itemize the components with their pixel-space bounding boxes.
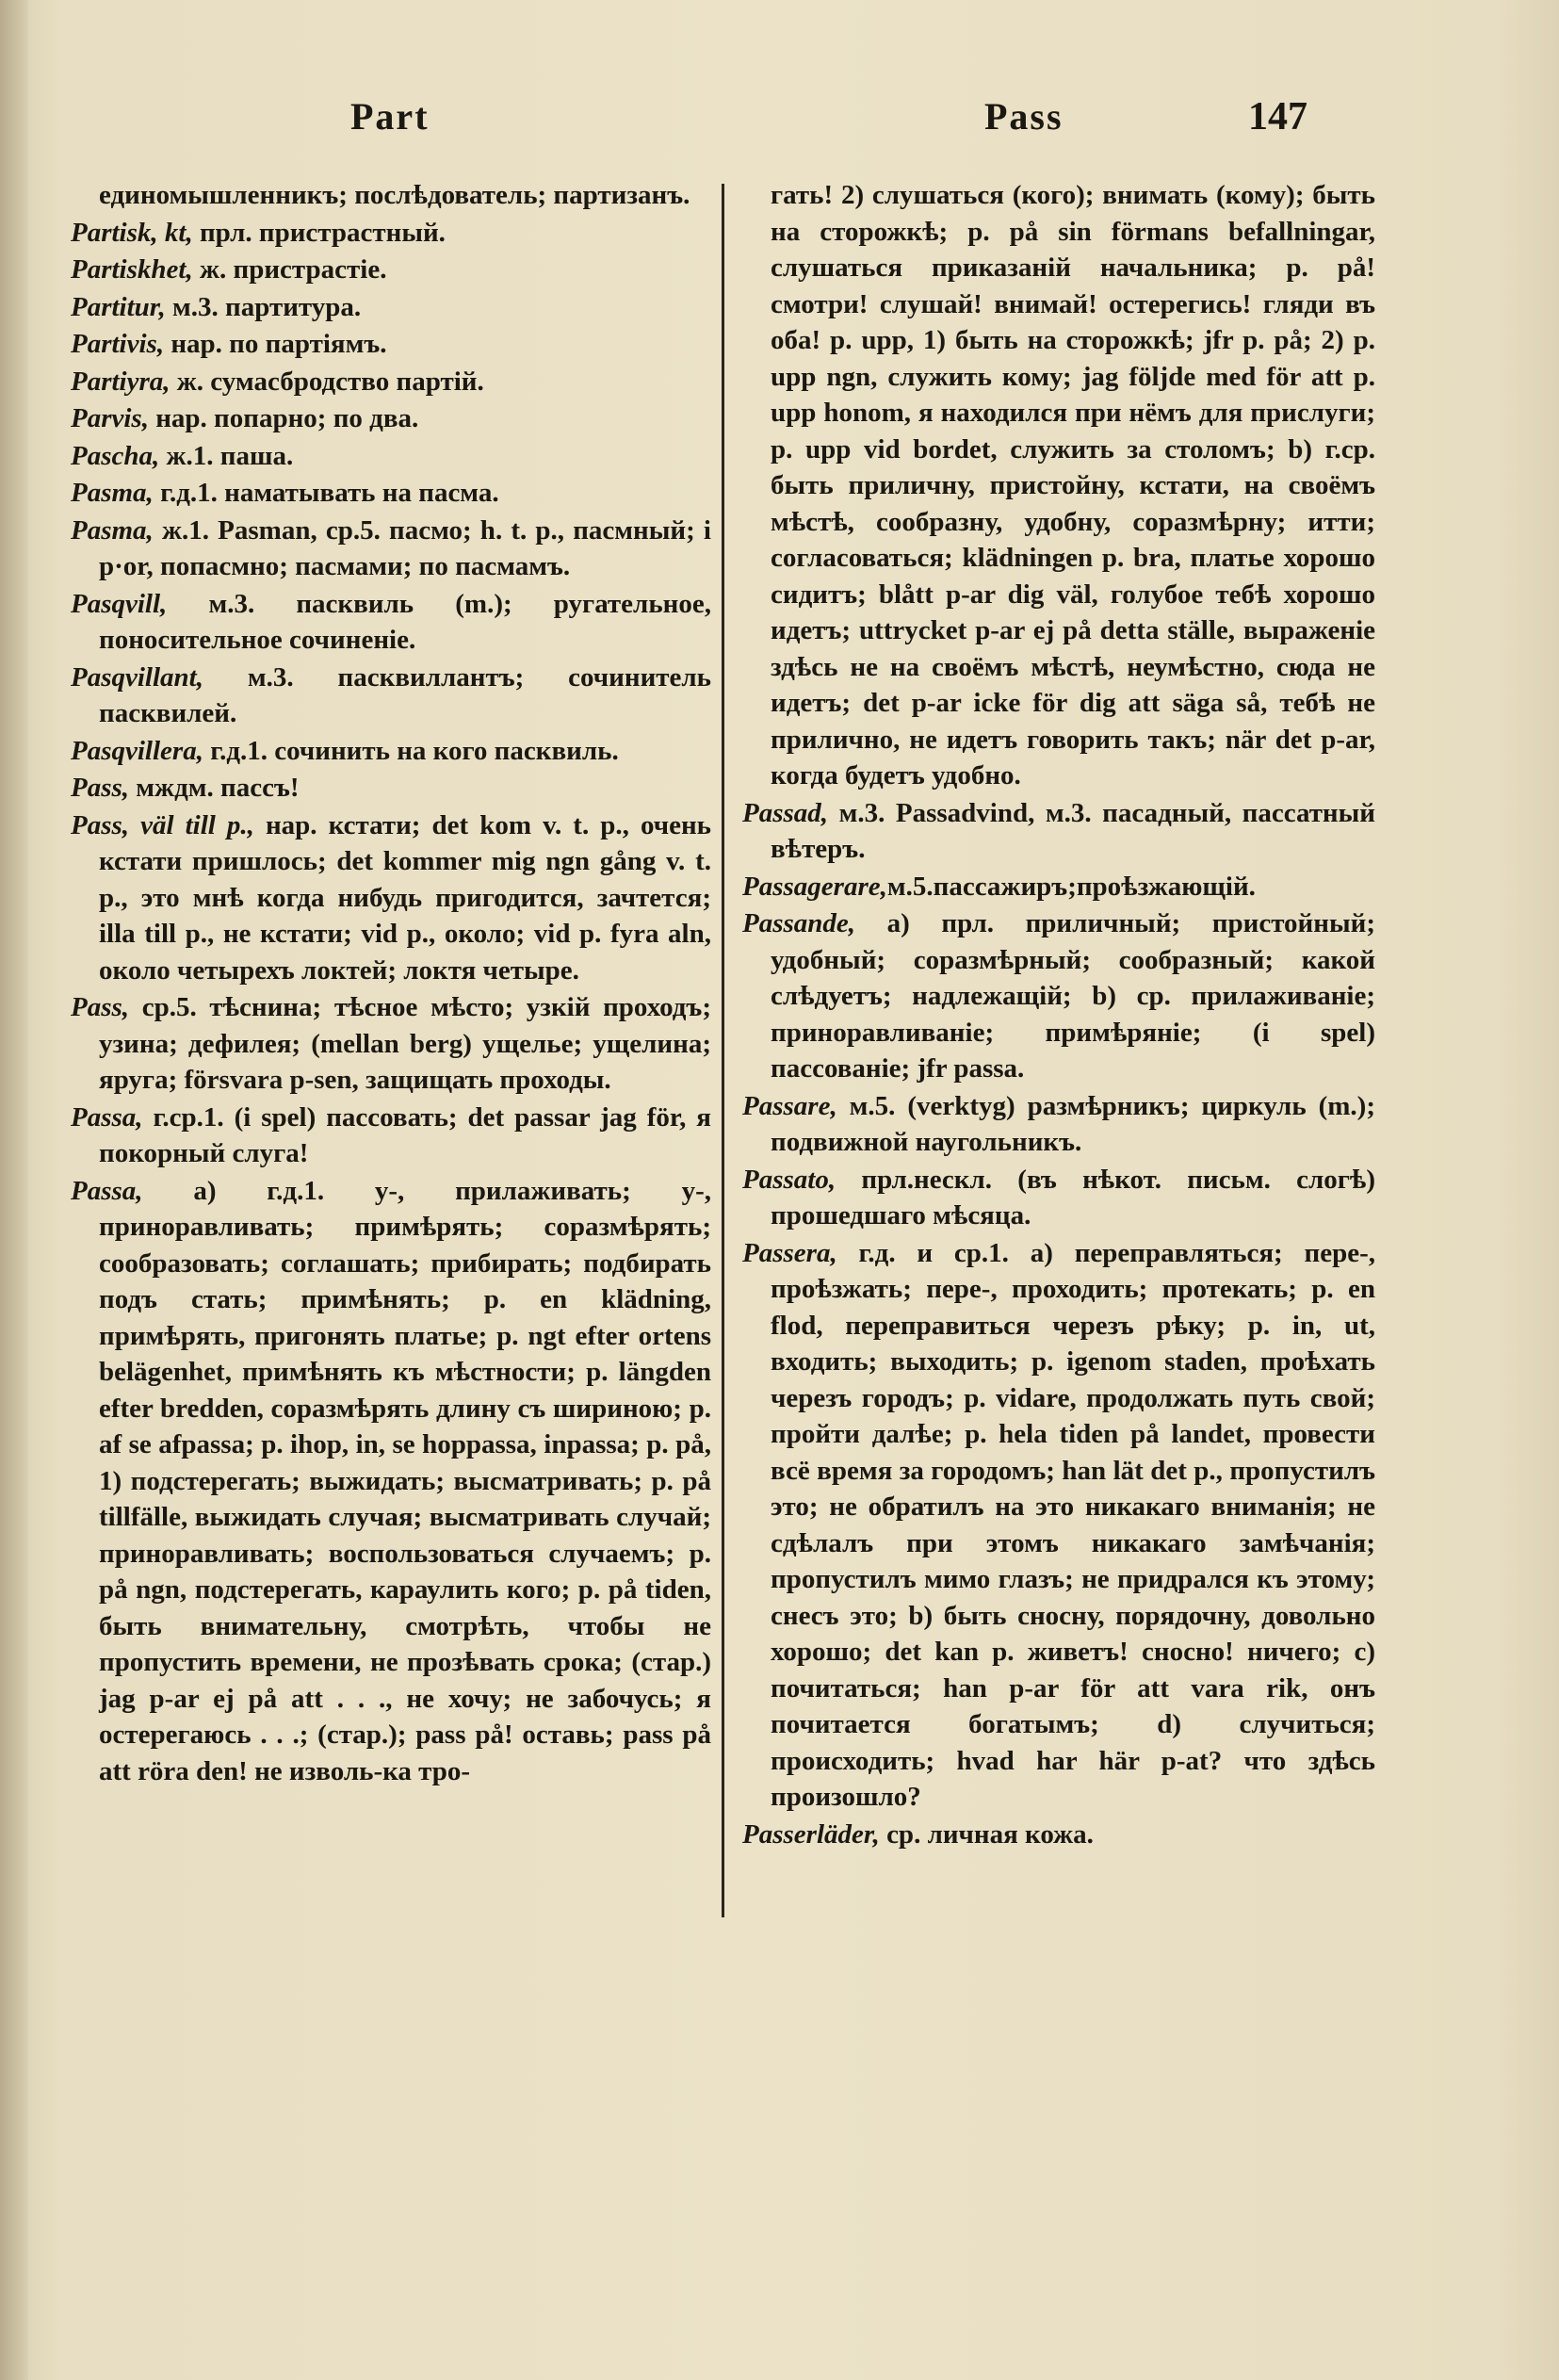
entry-definition: ж.1. паша. xyxy=(159,440,294,471)
dictionary-entry xyxy=(71,326,711,363)
entry-headword: Pascha, xyxy=(71,440,160,471)
entry-definition: прл. пристрастный. xyxy=(192,217,446,248)
dictionary-entry xyxy=(71,770,711,807)
entry-definition: а) прл. приличный; пристойный; удобный; соразмѣрный; сообразный; какой слѣдуетъ; надлежащій; b) ср. прилаживаніе; приноравливаніе; примѣряніе; (i spel) пассованіе; jfr passa. xyxy=(771,908,1375,1084)
entry-definition: ср. личная кожа. xyxy=(879,1818,1094,1850)
dictionary-entry xyxy=(71,438,711,475)
entry-definition: ж.1. Pasman, ср.5. пасмо; h. t. p., пасмный; i p·or, попасмно; пасмами; по пасмамъ. xyxy=(99,514,711,581)
entry-definition: а) г.д.1. у-, прилаживать; у-, приноравливать; примѣрять; соразмѣрять; сообразовать; соглашать; прибирать; подбирать подъ стать; примѣнять; p. en klädning, примѣрять, пригонять платье; p. ngt efter ortens belägenhet, примѣнять къ мѣстности; p. längden efter bredden, соразмѣрять длину съ шириною; p. af se afpassa; p. ihop, in, se hoppassa, inpassa; p. på, 1) подстерегать; выжидать; высматривать; p. på tillfälle, выжидать случая; высматривать случай; приноравливать; воспользоваться случаемъ; p. på ngn, подстерегать, караулить кого; p. på tiden, быть внимательну, смотрѣть, чтобы не пропустить времени, не прозѣвать срока; (стар.) jag p-ar ej på att . . ., не хочу; не забочусь; я остерегаюсь . . .; (стар.); pass på! оставь; pass på att röra den! не изволь-ка тро- xyxy=(99,1175,711,1786)
entry-headword: Parvis, xyxy=(71,403,149,433)
entry-definition: м.3. Passadvind, м.3. пасадный, пассатный вѣтеръ. xyxy=(771,797,1375,864)
entry-headword: Pass, xyxy=(71,992,130,1022)
entry-definition: ср.5. тѣснина; тѣсное мѣсто; узкій проходъ; узина; дефилея; (mellan berg) ущелье; ущелина; яруга; försvara p-sen, защищать проходы. xyxy=(99,992,711,1095)
entry-headword: Partiyra, xyxy=(71,366,171,397)
entry-headword: Pasma, xyxy=(71,514,154,546)
entry-headword: Pasqvillant, xyxy=(71,661,203,693)
dictionary-entry xyxy=(71,177,711,214)
dictionary-entry xyxy=(742,869,1375,905)
entry-headword: Pass, väl till p., xyxy=(71,809,254,840)
entry-headword: Partisk, kt, xyxy=(71,217,193,248)
dictionary-entry xyxy=(71,1100,711,1172)
entry-definition: гать! 2) слушаться (кого); внимать (кому); быть на сторожкѣ; p. på sin förmans befallningar, слушаться приказаній начальника; p. på! смотри! слушай! внимай! остерегись! гляди въ оба! p. upp, 1) быть на сторожкѣ; jfr p. på; 2) p. upp ngn, служить кому; jag följde med för att p. upp honom, я находился при нёмъ для прислуги; p. upp vid bordet, служить за столомъ; b) г.ср. быть приличну, пристойну, кстати, на своёмъ мѣстѣ, сообразну, удобну, соразмѣрну; итти; согласоваться; klädningen p. bra, платье хорошо сидитъ; blått p-ar dig väl, голубое тебѣ хорошо идетъ; uttrycket p-ar ej på detta ställe, выраженіе здѣсь не на своёмъ мѣстѣ, неумѣстно, сюда не идетъ; det p-ar icke för dig att säga så, тебѣ не прилично, не идетъ говорить такъ; när det p-ar, когда будетъ удобно. xyxy=(771,180,1375,791)
dictionary-entry xyxy=(71,400,711,437)
dictionary-entry xyxy=(742,795,1375,868)
dictionary-entry xyxy=(71,1173,711,1790)
entry-headword: Passa, xyxy=(71,1101,143,1133)
entry-definition: единомышленникъ; послѣдователь; партизанъ. xyxy=(99,180,690,210)
entry-definition: г.д.1. наматывать на пасма. xyxy=(153,478,499,508)
entry-headword: Partivis, xyxy=(71,329,165,359)
entry-definition: г.ср.1. (i spel) пассовать; det passar jag för, я покорный слуга! xyxy=(99,1101,711,1168)
dictionary-entry xyxy=(71,475,711,512)
dictionary-entry xyxy=(71,807,711,989)
running-header xyxy=(0,94,1559,160)
entry-definition: м.5.пассажиръ;проѣзжающій. xyxy=(886,871,1256,902)
entry-definition: г.д.1. сочинить на кого пасквиль. xyxy=(203,735,619,766)
entry-definition: ж. сумасбродство партій. xyxy=(170,366,484,397)
entry-headword: Passato, xyxy=(742,1164,836,1195)
dictionary-entry xyxy=(742,1817,1375,1853)
entry-definition: нар. попарно; по два. xyxy=(148,403,419,433)
entry-headword: Pasma, xyxy=(71,478,154,508)
dictionary-entry xyxy=(742,177,1375,794)
dictionary-entry xyxy=(71,989,711,1099)
entry-definition: м.5. (verktyg) размѣрникъ; циркуль (m.); подвижной наугольникъ. xyxy=(771,1090,1375,1157)
entry-headword: Partitur, xyxy=(71,291,166,322)
entry-definition: нар. по партіямъ. xyxy=(164,329,387,359)
entry-headword: Passa, xyxy=(71,1175,143,1206)
entry-headword: Partiskhet, xyxy=(71,254,193,285)
entry-headword: Passera, xyxy=(742,1237,837,1268)
entry-headword: Passagerare, xyxy=(742,871,887,902)
dictionary-entry xyxy=(71,513,711,585)
entry-definition: мждм. пассъ! xyxy=(129,773,300,803)
left-guide-word: Part xyxy=(350,95,430,138)
right-column xyxy=(742,177,1375,1853)
entry-definition: г.д. и ср.1. а) переправляться; пере-, проѣзжать; пере-, проходить; протекать; p. en flod, переправиться черезъ рѣку; p. in, ut, входить; выходить; p. igenom staden, проѣхать черезъ городъ; p. vidare, продолжать путь свой; пройти далѣе; p. hela tiden på landet, провести всё время за городомъ; han lät det p., пропустилъ это; не обратилъ на это никакаго вниманія; не сдѣлалъ при этомъ никакаго замѣчанія; пропустилъ мимо глазъ; не придрался къ этому; снесъ это; b) быть сносну, порядочну, довольно хорошо; det kan p. живетъ! сносно! ничего; c) почитаться; han p-ar för att vara rik, онъ почитается богатымъ; d) случиться; происходить; hvad har här p-at? что здѣсь произошло? xyxy=(771,1237,1375,1812)
entry-headword: Passare, xyxy=(742,1090,837,1121)
page-edge xyxy=(0,0,28,2380)
entry-definition: м.3. пасквиллантъ; сочинитель пасквилей. xyxy=(99,661,711,728)
dictionary-entry xyxy=(742,1162,1375,1234)
dictionary-entry xyxy=(71,289,711,326)
dictionary-entry xyxy=(742,1235,1375,1816)
entry-headword: Passad, xyxy=(742,797,829,828)
column-divider xyxy=(722,184,724,1917)
dictionary-entry xyxy=(71,215,711,252)
dictionary-entry xyxy=(742,1088,1375,1161)
dictionary-entry xyxy=(71,586,711,659)
right-guide-word: Pass xyxy=(984,95,1064,138)
dictionary-entry xyxy=(71,252,711,288)
entry-headword: Pass, xyxy=(71,773,130,803)
page-number: 147 xyxy=(1248,95,1307,139)
entry-definition: ж. пристрастіе. xyxy=(192,254,387,285)
dictionary-entry xyxy=(71,660,711,732)
dictionary-entry xyxy=(71,733,711,770)
entry-headword: Pasqvill, xyxy=(71,588,168,619)
dictionary-entry xyxy=(742,905,1375,1087)
entry-headword: Passerläder, xyxy=(742,1818,880,1850)
entry-headword: Pasqvillera, xyxy=(71,735,203,766)
entry-definition: нар. кстати; det kom v. t. p., очень кстати пришлось; det kommer mig ngn gång v. t. p., это мнѣ когда нибудь пригодится, зачтется; illa till p., не кстати; vid p., около; vid p. fyra aln, около четырехъ локтей; локтя четыре. xyxy=(99,809,711,986)
dictionary-entry xyxy=(71,364,711,400)
entry-definition: м.3. партитура. xyxy=(165,291,362,322)
entry-headword: Passande, xyxy=(742,908,856,938)
left-column xyxy=(71,177,711,1790)
entry-definition: м.3. пасквиль (m.); ругательное, поносительное сочиненіе. xyxy=(99,588,711,655)
entry-definition: прл.нескл. (въ нѣкот. письм. слогѣ) прошедшаго мѣсяца. xyxy=(771,1164,1375,1231)
